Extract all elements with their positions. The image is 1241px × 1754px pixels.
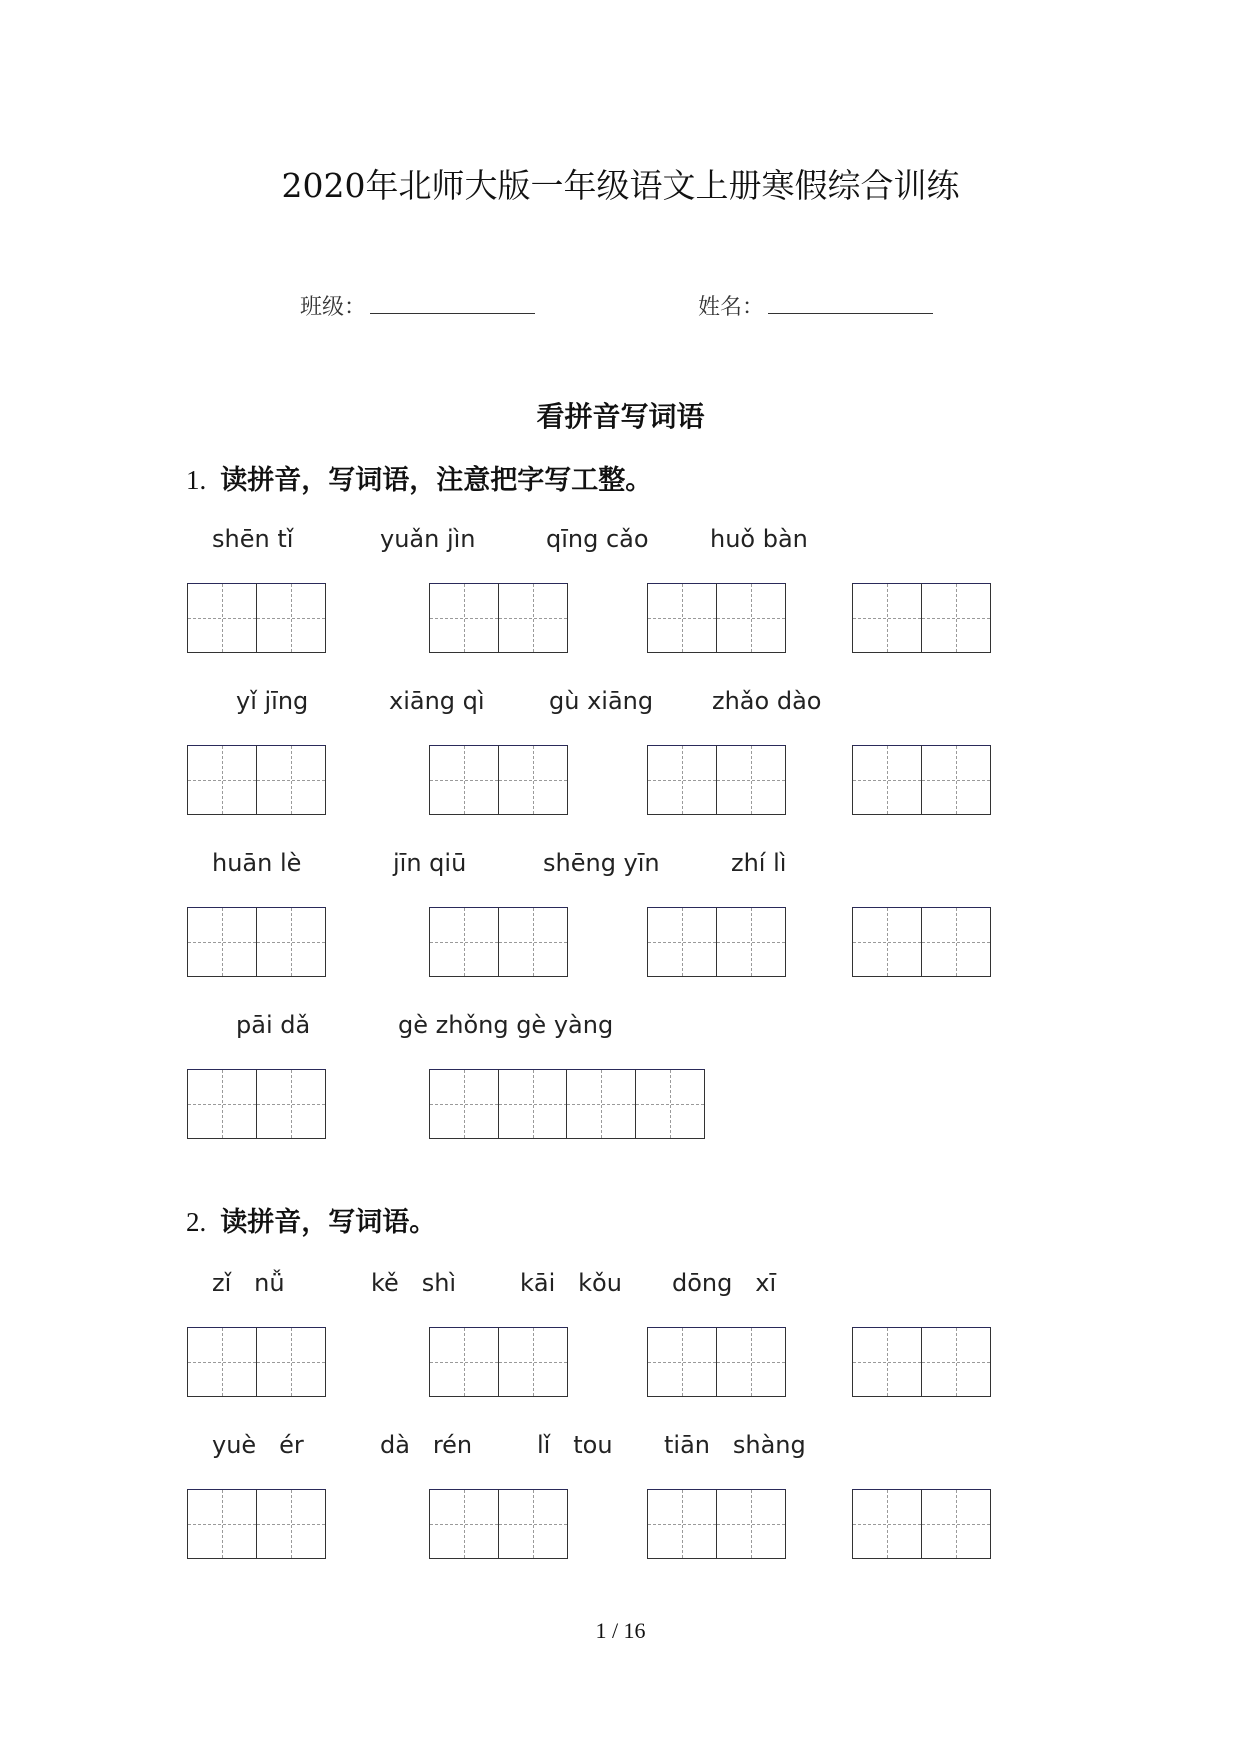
writing-cell[interactable] xyxy=(647,745,717,815)
writing-grid[interactable] xyxy=(429,907,566,977)
writing-cell[interactable] xyxy=(498,745,568,815)
name-field xyxy=(698,290,933,321)
class-label: 班级： xyxy=(300,295,367,320)
writing-cell[interactable] xyxy=(647,907,717,977)
writing-cell[interactable] xyxy=(852,1489,922,1559)
writing-cell[interactable] xyxy=(852,1327,922,1397)
writing-cell[interactable] xyxy=(429,907,499,977)
writing-cell[interactable] xyxy=(256,907,326,977)
writing-cell[interactable] xyxy=(716,583,786,653)
pinyin-label: gù xiāng xyxy=(549,687,654,715)
writing-grid[interactable] xyxy=(647,907,784,977)
pinyin-label: zhí lì xyxy=(731,849,787,877)
writing-cell[interactable] xyxy=(566,1069,636,1139)
writing-cell[interactable] xyxy=(256,1069,326,1139)
pinyin-label: huān lè xyxy=(212,849,302,877)
writing-cell[interactable] xyxy=(187,583,257,653)
writing-grid[interactable] xyxy=(187,1069,324,1139)
writing-cell[interactable] xyxy=(647,1327,717,1397)
writing-cell[interactable] xyxy=(256,1489,326,1559)
writing-grid[interactable] xyxy=(187,1327,324,1397)
writing-grid[interactable] xyxy=(187,1489,324,1559)
writing-cell[interactable] xyxy=(921,1489,991,1559)
writing-cell[interactable] xyxy=(647,1489,717,1559)
writing-cell[interactable] xyxy=(187,745,257,815)
writing-grid[interactable] xyxy=(187,745,324,815)
writing-grid[interactable] xyxy=(852,907,989,977)
writing-cell[interactable] xyxy=(187,1327,257,1397)
writing-grid[interactable] xyxy=(429,1489,566,1559)
writing-cell[interactable] xyxy=(647,583,717,653)
writing-cell[interactable] xyxy=(187,1069,257,1139)
pinyin-label: shēng yīn xyxy=(543,849,660,877)
pinyin-label: gè zhǒng gè yàng xyxy=(398,1011,614,1039)
writing-cell[interactable] xyxy=(635,1069,705,1139)
pinyin-label: yuè ér xyxy=(212,1431,304,1459)
pinyin-label: yuǎn jìn xyxy=(380,525,476,553)
writing-cell[interactable] xyxy=(429,1069,499,1139)
page-number: 1 / 16 xyxy=(595,1618,646,1643)
writing-cell[interactable] xyxy=(852,907,922,977)
writing-grid[interactable] xyxy=(852,583,989,653)
name-blank[interactable] xyxy=(768,293,933,314)
pinyin-label: kě shì xyxy=(371,1269,457,1297)
writing-cell[interactable] xyxy=(852,583,922,653)
pinyin-label: qīng cǎo xyxy=(546,525,649,553)
pinyin-label: xiāng qì xyxy=(389,687,485,715)
page-title: 2020年北师大版一年级语文上册寒假综合训练 xyxy=(281,166,960,205)
pinyin-label: yǐ jīng xyxy=(236,687,309,715)
writing-cell[interactable] xyxy=(429,745,499,815)
writing-cell[interactable] xyxy=(498,1489,568,1559)
name-label: 姓名： xyxy=(698,295,765,320)
pinyin-label: kāi kǒu xyxy=(520,1269,622,1297)
writing-cell[interactable] xyxy=(498,1327,568,1397)
pinyin-label: zǐ nǚ xyxy=(212,1269,285,1297)
class-field xyxy=(300,290,535,321)
writing-grid-four[interactable] xyxy=(429,1069,703,1139)
writing-cell[interactable] xyxy=(429,1327,499,1397)
writing-grid[interactable] xyxy=(647,745,784,815)
writing-cell[interactable] xyxy=(716,907,786,977)
pinyin-label: lǐ tou xyxy=(537,1431,613,1459)
question-2-title xyxy=(186,1200,436,1239)
section-title: 看拼音写词语 xyxy=(536,400,705,433)
pinyin-label: pāi dǎ xyxy=(236,1011,311,1039)
pinyin-label: jīn qiū xyxy=(393,849,467,877)
pinyin-label: huǒ bàn xyxy=(710,525,808,553)
writing-cell[interactable] xyxy=(716,1489,786,1559)
question-1-title xyxy=(186,458,652,497)
writing-cell[interactable] xyxy=(429,1489,499,1559)
question-2-text: 读拼音，写词语。 xyxy=(220,1207,437,1238)
writing-grid[interactable] xyxy=(647,1489,784,1559)
writing-grid[interactable] xyxy=(852,1327,989,1397)
writing-cell[interactable] xyxy=(716,1327,786,1397)
writing-cell[interactable] xyxy=(256,583,326,653)
class-blank[interactable] xyxy=(370,293,535,314)
writing-cell[interactable] xyxy=(716,745,786,815)
writing-grid[interactable] xyxy=(647,583,784,653)
writing-grid[interactable] xyxy=(647,1327,784,1397)
writing-cell[interactable] xyxy=(429,583,499,653)
writing-cell[interactable] xyxy=(187,1489,257,1559)
pinyin-label: tiān shàng xyxy=(664,1431,806,1459)
writing-cell[interactable] xyxy=(921,583,991,653)
writing-grid[interactable] xyxy=(429,583,566,653)
writing-cell[interactable] xyxy=(256,745,326,815)
writing-cell[interactable] xyxy=(921,1327,991,1397)
writing-grid[interactable] xyxy=(187,583,324,653)
writing-cell[interactable] xyxy=(852,745,922,815)
writing-cell[interactable] xyxy=(498,1069,568,1139)
writing-grid[interactable] xyxy=(852,1489,989,1559)
writing-grid[interactable] xyxy=(429,1327,566,1397)
writing-cell[interactable] xyxy=(921,745,991,815)
writing-cell[interactable] xyxy=(256,1327,326,1397)
writing-grid[interactable] xyxy=(429,745,566,815)
writing-grid[interactable] xyxy=(187,907,324,977)
pinyin-label: dà rén xyxy=(380,1431,473,1459)
writing-cell[interactable] xyxy=(187,907,257,977)
pinyin-label: zhǎo dào xyxy=(712,687,822,715)
question-1-number: 1. xyxy=(186,465,207,495)
writing-cell[interactable] xyxy=(921,907,991,977)
question-2-number: 2. xyxy=(186,1207,207,1237)
writing-grid[interactable] xyxy=(852,745,989,815)
writing-cell[interactable] xyxy=(498,583,568,653)
pinyin-label: dōng xī xyxy=(672,1269,777,1297)
pinyin-label: shēn tǐ xyxy=(212,525,294,553)
question-1-text: 读拼音，写词语，注意把字写工整。 xyxy=(220,465,653,496)
writing-cell[interactable] xyxy=(498,907,568,977)
